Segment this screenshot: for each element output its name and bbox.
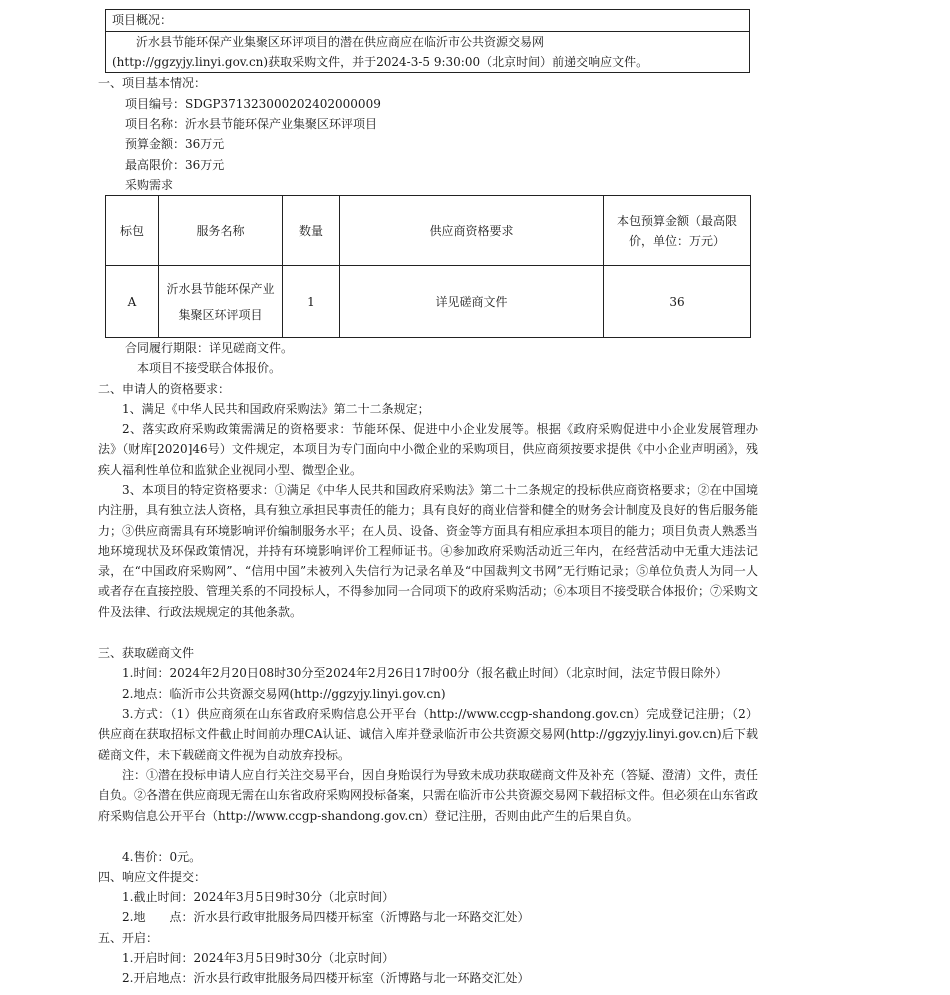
submission-location: 2.地 点：沂水县行政审批服务局四楼开标室（沂博路与北一环路交汇处） bbox=[122, 910, 530, 924]
cell-qualification: 详见磋商文件 bbox=[340, 266, 604, 338]
qualification-item-3: 3、本项目的特定资格要求：①满足《中华人民共和国政府采购法》第二十二条规定的投标供应商资格要求；②在中国境内注册，具有独立法人资格，具有独立承担民事责任的能力；具有良好的商业信誉和健全的财务会计制度及良好的售后服务能力；③供应商需具有环境影响评价编制服务水平；在人员、设备、资金等方面具有相应承担本项目的能力；项目负责人熟悉当地环境现状及环保政策情况，并持有环境影响评价工程师证书。④参加政府采购活动近三年内，在经营活动中无重大违法记录，在“中国政府采购网”、“信用中国”未被列入失信行为记录名单及“中国裁判文书网”无行贿记录；⑤单位负责人为同一人或者存在直接控股、管理关系的不同投标人，不得参加同一合同项下的政府采购活动；⑥本项目不接受联合体报价；⑦采购文件及法律、行政法规规定的其他条款。 bbox=[98, 483, 759, 619]
opening-location: 2.开启地点：沂水县行政审批服务局四楼开标室（沂博路与北一环路交汇处） bbox=[122, 971, 530, 985]
obtain-location: 2.地点：临沂市公共资源交易网(http://ggzyjy.linyi.gov.cn) bbox=[122, 687, 446, 701]
cell-service-name: 沂水县节能环保产业集聚区环评项目 bbox=[159, 266, 283, 338]
header-lot: 标包 bbox=[106, 196, 159, 266]
obtain-method: 3.方式：（1）供应商须在山东省政府采购信息公开平台（http://www.ccgp-shandong.gov.cn）完成登记注册；（2）供应商在获取招标文件截止时间前办理CA认证、诚信入库并登录临沂市公共资源交易网(http://ggzyjy.linyi.gov.cn)后下载磋商文件，未下载磋商文件视为自动放弃投标。 bbox=[98, 707, 758, 762]
cell-lot: A bbox=[106, 266, 159, 338]
contract-period: 合同履行期限：详见磋商文件。 bbox=[125, 341, 294, 355]
procurement-demand-table bbox=[105, 195, 751, 338]
section5-heading: 五、开启： bbox=[98, 931, 159, 945]
section3-heading: 三、获取磋商文件 bbox=[98, 646, 195, 660]
header-service-name: 服务名称 bbox=[159, 196, 283, 266]
table-row bbox=[106, 266, 751, 338]
budget-amount: 预算金额：36万元 bbox=[125, 137, 225, 151]
cell-budget: 36 bbox=[604, 266, 751, 338]
no-consortium: 本项目不接受联合体报价。 bbox=[137, 361, 282, 375]
overview-line-1: 沂水县节能环保产业集聚区环评项目的潜在供应商应在临沂市公共资源交易网 bbox=[136, 35, 545, 49]
overview-body bbox=[106, 32, 749, 72]
cell-quantity: 1 bbox=[283, 266, 340, 338]
table-header-row bbox=[106, 196, 751, 266]
qualification-item-2: 2、落实政府采购政策需满足的资格要求：节能环保、促进中小企业发展等。根据《政府采购促进中小企业发展管理办法》（财库[2020]46号）文件规定，本项目为专门面向中小微企业的采购项目，供应商须按要求提供《中小企业声明函》，残疾人福利性单位和监狱企业视同小型、微型企业。 bbox=[98, 422, 758, 477]
section2-heading: 二、申请人的资格要求： bbox=[98, 382, 231, 396]
overview-line-2: (http://ggzyjy.linyi.gov.cn)获取采购文件，并于2024-3-5 9:30:00（北京时间）前递交响应文件。 bbox=[112, 55, 649, 69]
opening-time: 1.开启时间：2024年3月5日9时30分（北京时间） bbox=[122, 951, 395, 965]
qualification-item-1: 1、满足《中华人民共和国政府采购法》第二十二条规定； bbox=[122, 402, 430, 416]
obtain-note: 注：①潜在投标申请人应自行关注交易平台，因自身贻误行为导致未成功获取磋商文件及补充（答疑、澄清）文件，责任自负。②各潜在供应商现无需在山东省政府采购网投标备案，只需在临沂市公共资源交易网下载招标文件。但必须在山东省政府采购信息公开平台（http://www.ccgp-shandong.gov.cn）登记注册，否则由此产生的后果自负。 bbox=[98, 768, 759, 823]
project-name: 项目名称：沂水县节能环保产业集聚区环评项目 bbox=[125, 117, 378, 131]
header-budget: 本包预算金额（最高限价，单位：万元） bbox=[604, 196, 751, 266]
project-overview-box bbox=[105, 9, 750, 73]
section4-heading: 四、响应文件提交： bbox=[98, 870, 207, 884]
header-qualification: 供应商资格要求 bbox=[340, 196, 604, 266]
max-price: 最高限价：36万元 bbox=[125, 158, 225, 172]
document-price: 4.售价：0元。 bbox=[122, 850, 202, 864]
section1-heading: 一、项目基本情况： bbox=[98, 76, 207, 90]
header-quantity: 数量 bbox=[283, 196, 340, 266]
obtain-time: 1.时间：2024年2月20日08时30分至2024年2月26日17时00分（报名截止时间）（北京时间，法定节假日除外） bbox=[122, 666, 728, 680]
project-number: 项目编号：SDGP371323000202402000009 bbox=[125, 97, 381, 111]
submission-deadline: 1.截止时间：2024年3月5日9时30分（北京时间） bbox=[122, 890, 395, 904]
overview-heading: 项目概况： bbox=[106, 10, 749, 32]
demand-label: 采购需求 bbox=[125, 178, 174, 192]
